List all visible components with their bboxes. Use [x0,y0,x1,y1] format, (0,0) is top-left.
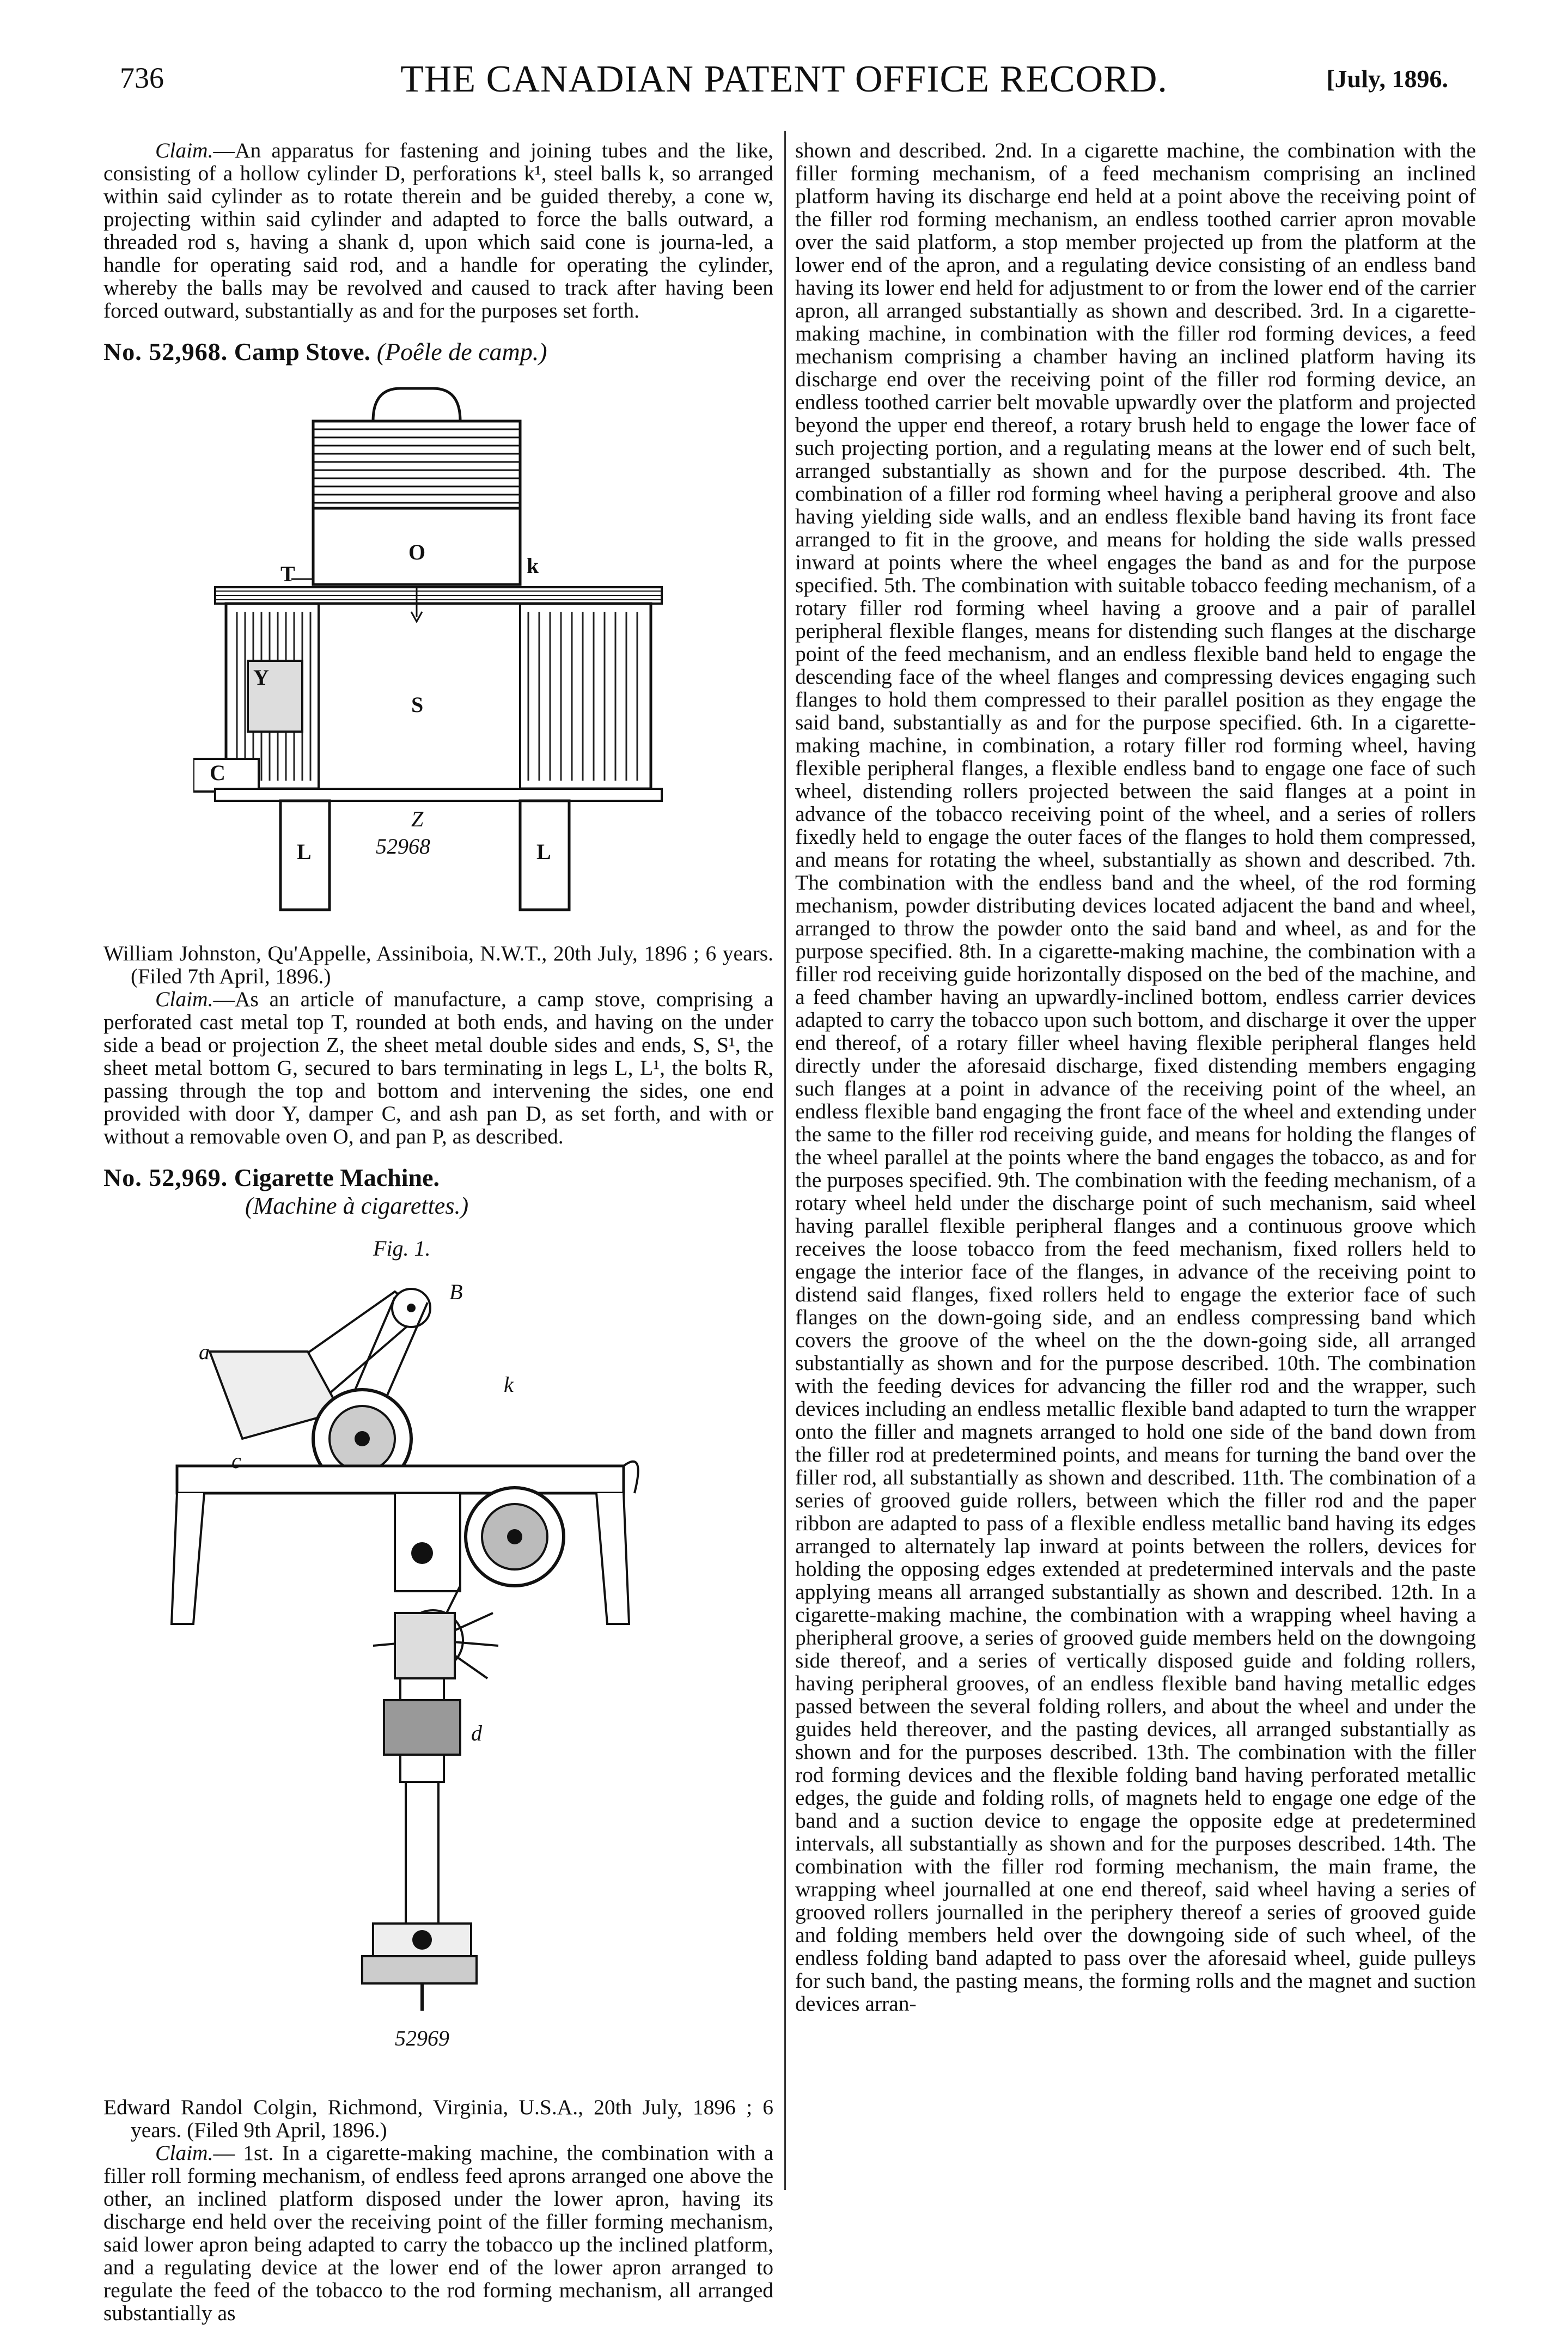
patent-52968-heading [103,338,773,366]
label-side: S [411,692,424,717]
cigarette-machine-drawing [166,1232,711,2076]
label-leg-left: L [297,839,312,864]
patent-number: No. 52,968. [103,338,228,366]
label-top: T [280,562,295,586]
left-column [103,139,773,2324]
patent-52969-heading [103,1166,773,1189]
label-oven: O [408,540,426,564]
claim-52969-start [103,2141,773,2324]
patent-french-title: (Machine à cigarettes.) [245,1192,469,1219]
patent-title: Camp Stove. [234,338,371,366]
label-d: d [471,1721,482,1745]
label-damper: C [210,760,225,785]
column-divider [784,131,786,2190]
figure-caption-52968: 52968 [376,834,430,859]
claim-52968 [103,988,773,1148]
camp-stove-figure [193,378,684,922]
figure-caption-52969: 52969 [395,2026,449,2050]
figure-number-label: Fig. 1. [373,1236,431,1261]
label-k: k [504,1372,514,1397]
claim-text: — 1st. In a cigarette-making machine, the combination with a filler roll forming mechanism, of endless feed aprons arranged one above the other, an inclined platform disposed under the lower apron, having its discharge end held over the receiving point of the filler forming mechanism, said lower apron being adapted to carry the tobacco up the inclined platform, and a regulating device at the lower end of the lower apron arranged to regulate the feed of the tobacco to the rod forming mechanism, all arranged substantially as [103,2141,773,2325]
label-k: k [527,553,539,578]
claim-label: Claim. [155,2141,213,2165]
cigarette-machine-figure [166,1232,711,2076]
journal-title: THE CANADIAN PATENT OFFICE RECORD. [400,58,1168,100]
label-leg-right: L [536,839,551,864]
claim-text: —As an article of manufacture, a camp stove, comprising a perforated cast metal top T, rounded at both ends, and having on the under side a bead or projection Z, the sheet metal double sides and ends, S, S¹, the sheet metal bottom G, secured to bars terminating in legs L, L¹, the bolts R, passing through the top and bottom and intervening the sides, one end provided with door Y, damper C, and ash pan D, as set forth, and with or without a removable oven O, and pan P, as described. [103,987,773,1148]
patent-title: Cigarette Machine. [234,1164,440,1191]
patent-french-title: (Poêle de camp.) [376,338,547,366]
camp-stove-drawing [193,378,684,922]
claim-label: Claim. [155,138,213,162]
label-z: Z [411,807,424,831]
label-c: c [231,1448,241,1473]
patent-number: No. 52,969. [103,1164,228,1191]
label-b: B [449,1280,463,1304]
claim-text: —An apparatus for fastening and joining tubes and the like, consisting of a hollow cylinder D, perforations k¹, steel balls k, so arranged within said cylinder as to rotate therein and be guided thereby, a cone w, projecting within said cylinder and adapted to force the balls outward, a threaded rod s, having a shank d, upon which said cone is journa-led, a handle for operating said rod, and a handle for operating the cylinder, whereby the balls may be revolved and caused to track after having been forced outward, substantially as and for the purposes set forth. [103,138,773,322]
claim-label: Claim. [155,987,213,1011]
claim-52967 [103,139,773,322]
claims-52969-continued: shown and described. 2nd. In a cigarette machine, the combination with the filler forming mechanism, of a feed mechanism comprising an inclined platform having its discharge end held at a point above the receiving point of the filler rod forming mechanism, an endless toothed carrier apron movable over the said platform, a stop member projected up from the platform at the lower end of the apron, and a regulating device consisting of an endless band having its lower end held for adjustment to or from the lower end of the carrier apron, all arranged substantially as shown and described. 3rd. In a cigarette-making machine, in combination with the filler rod forming devices, a feed mechanism comprising a chamber having an inclined platform having its discharge end over the receiving point of the filler rod forming device, an endless toothed carrier belt movable upwardly over the platform and projected beyond the upper end thereof, a rotary brush held to engage the lower face of such projecting portion, and a regulating means at the lower end of such belt, arranged substantially as shown and for the purpose described. 4th. The combination of a filler rod forming wheel having a peripheral groove and also having yielding side walls, and an endless flexible band having its front face arranged to fit in the groove, and means for holding the side walls pressed inward at points where the wheel engages the band as and for the purpose specified. 5th. The combination with suitable tobacco feeding mechanism, of a rotary filler rod forming wheel having a groove and a pair of parallel peripheral flexible flanges, means for distending such flanges at the discharge point of the feed mechanism, and an endless flexible band held to engage the descending face of the wheel flanges and compressing devices engaging such flanges to hold them compressed to their parallel position as they engage the said band, substantially as and for the purpose specified. 6th. In a cigarette-making machine, in combination, a rotary filler rod forming wheel, having flexible peripheral flanges, a flexible endless band to engage one face of such wheel, distending rollers projected between the said flanges at a point in advance of the tobacco receiving point of the wheel, and a series of rollers fixedly held to engage the outer faces of the flanges to hold them compressed, and means for rotating the wheel, substantially as shown and described. 7th. The combination with the endless band and the wheel, of the rod forming mechanism, powder distributing devices located adjacent the band and wheel, arranged to throw the powder onto the said band and wheel, as and for the purpose specified. 8th. In a cigarette-making machine, the combination with a filler rod receiving guide horizontally disposed on the bed of the machine, and a feed chamber having an upwardly-inclined bottom, endless carrier devices adapted to carry the tobacco upon such bottom, and discharge it over the upper end thereof, of a rotary filler wheel having flexible peripheral flanges held directly under the aforesaid discharge, fixed distending members engaging such flanges at a point in advance of the receiving point of the wheel, an endless flexible band engaging the front face of the wheel and extending under the same to the filler rod receiving guide, and means for holding the flanges of the wheel parallel at the points where the band engages the tobacco, as and for the purposes specified. 9th. The combination with the feeding mechanism, of a rotary wheel held under the discharge point of such mechanism, said wheel having parallel flexible peripheral flanges and a continuous groove which receives the loose tobacco from the feed mechanism, fixed rollers held to engage the interior face of the flanges, in advance of the receiving point to distend said flanges, fixed rollers held to engage the exterior face of such flanges on the down-going side, and an endless compressing band which covers the groove of the wheel on the the down-going side, all arranged substantially as shown and for the purpose described. 10th. The combination with the feeding devices for advancing the filler rod and the wrapper, such devices including an endless metallic flexible band adapted to turn the wrapper onto the filler and magnets arranged to hold one side of the band down from the filler rod at predetermined points, and means for turning the band over the filler rod, all substantially as shown and described. 11th. The combination of a series of grooved guide rollers, between which the filler rod and the paper ribbon are adapted to pass of a flexible endless metallic band having its edges arranged to alternately lap inward at points between the rollers, devices for holding the opposing edges extended at predetermined intervals and the paste applying means all arranged substantially as shown and described. 12th. In a cigarette-making machine, the combination with a wrapping wheel having a pheripheral groove, a series of grooved guide members held on the downgoing side thereof, and a series of vertically disposed guide and folding rollers, having peripheral grooves, of an endless flexible band having metallic edges passed between the several folding rollers, and about the wheel and under the guides held thereover, and the pasting devices, all arranged substantially as shown and for the purposes described. 13th. The combination with the filler rod forming devices and the flexible folding band having perforated metallic edges, the guide and folding rolls, of magnets held to engage one edge of the band and a suction device to engage the opposite edge at predetermined intervals, all substantially as shown and for the purposes described. 14th. The combination with the filler rod forming mechanism, the main frame, the wrapping wheel journalled at one end thereof, said wheel having a series of grooved rollers journalled in the periphery thereof a series of grooved guide and folding members held over the downgoing side of such wheel, of the endless folding band adapted to pass over the aforesaid wheel, guide pulleys for such band, the pasting means, the forming rolls and the magnet and suction devices arran- [795,138,1476,2016]
inventor-52969: Edward Randol Colgin, Richmond, Virginia, U.S.A., 20th July, 1896 ; 6 years. (Filed 9th April, 1896.) [103,2095,773,2142]
page-header [0,58,1568,110]
label-a: a [199,1340,210,1364]
label-door: Y [253,665,269,690]
inventor-52968: William Johnston, Qu'Appelle, Assiniboia, N.W.T., 20th July, 1896 ; 6 years. (Filed 7th April, 1896.) [103,941,773,988]
page-number: 736 [120,62,164,94]
issue-date: [July, 1896. [1326,65,1448,93]
right-column [795,139,1476,2015]
